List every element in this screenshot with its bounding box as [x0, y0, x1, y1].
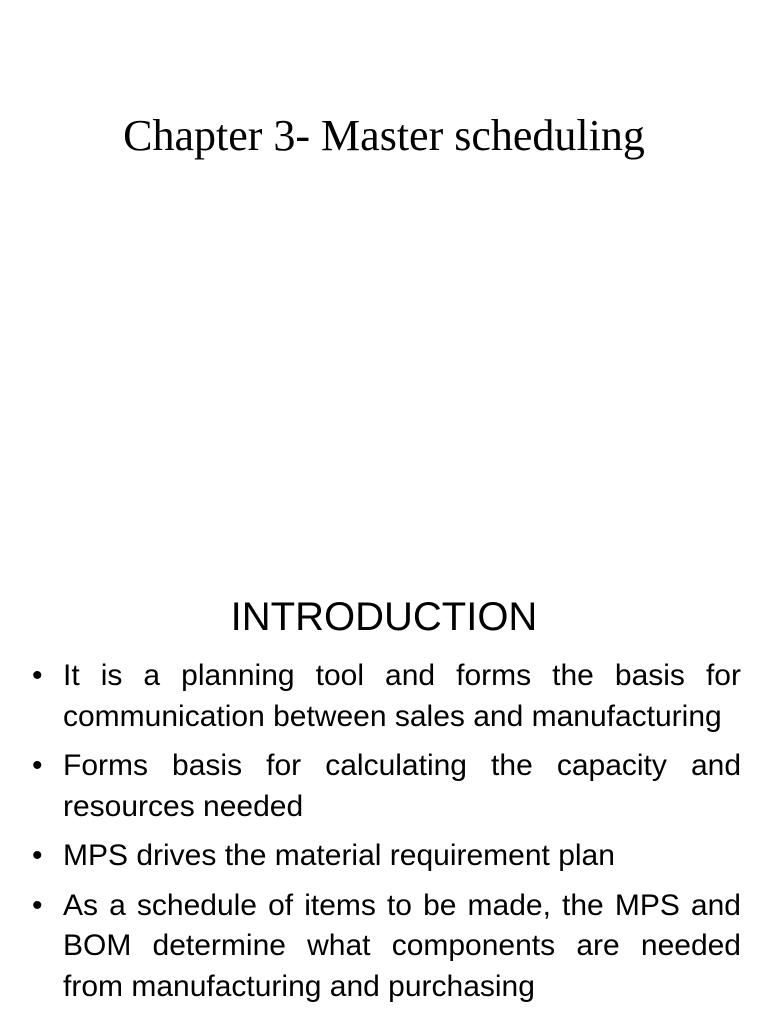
bullet-item: [32, 746, 741, 827]
slide-title: Chapter 3- Master scheduling: [123, 111, 645, 160]
bullet-item: [32, 836, 741, 877]
bullet-icon: •: [32, 659, 43, 692]
bullet-text: MPS drives the material requirement plan: [63, 839, 615, 872]
bullet-list: [32, 656, 741, 1016]
bullet-icon: •: [32, 839, 43, 872]
bullet-item: [32, 886, 741, 1008]
bullet-icon: •: [32, 749, 43, 782]
bullet-text: Forms basis for calculating the capacity and resources needed: [63, 749, 741, 823]
bullet-icon: •: [32, 888, 43, 922]
bullet-item: [32, 656, 741, 737]
bullet-text: As a schedule of items to be made, the MPS and BOM determine what components are needed from manufacturing and purchasing: [63, 888, 741, 1003]
section-heading: INTRODUCTION: [230, 595, 538, 639]
bullet-text: It is a planning tool and forms the basis for communication between sales and manufacturing: [63, 659, 741, 733]
